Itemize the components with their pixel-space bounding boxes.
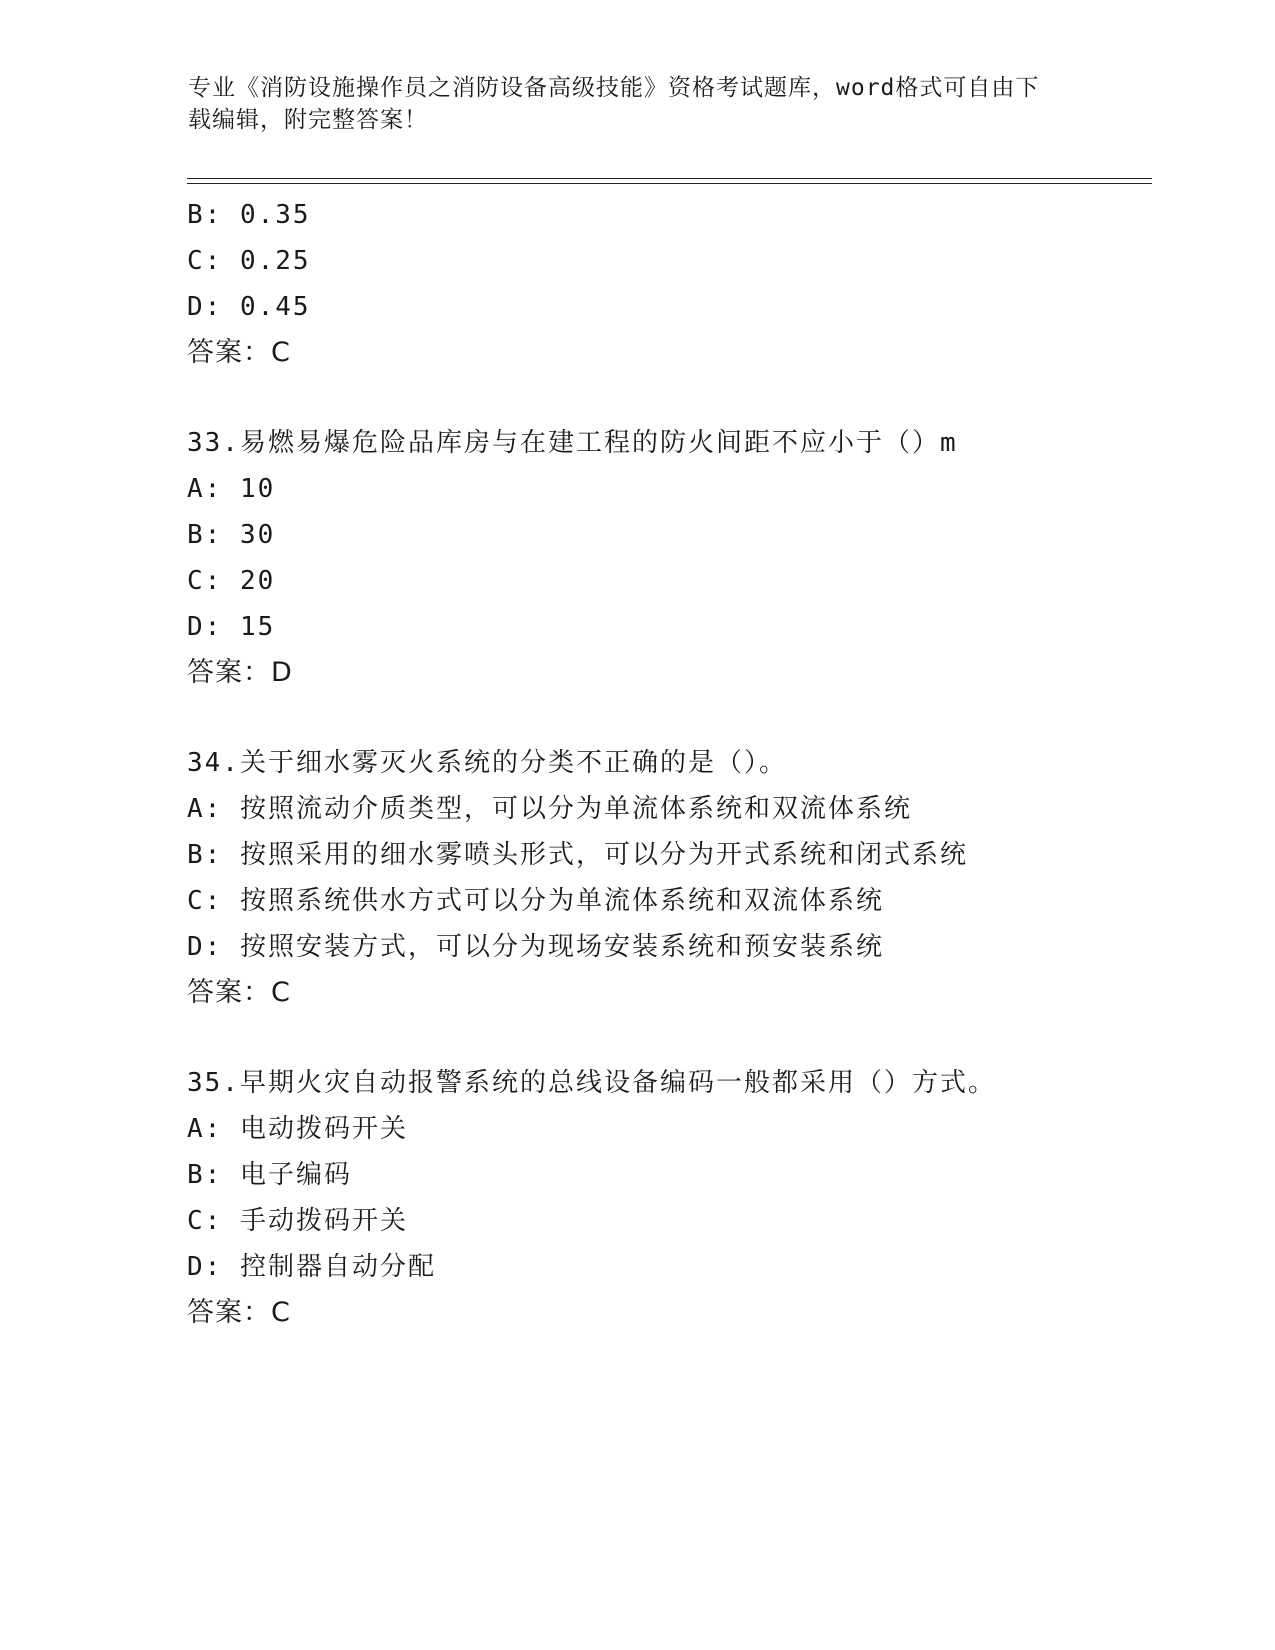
option-c: C: 手动拨码开关	[187, 1206, 408, 1236]
option-b: B: 按照采用的细水雾喷头形式，可以分为开式系统和闭式系统	[187, 840, 968, 870]
question-stem: 35.早期火灾自动报警系统的总线设备编码一般都采用（）方式。	[187, 1068, 996, 1098]
answer-label: 答案：C	[187, 977, 291, 1008]
header-line-2: 载编辑，附完整答案！	[188, 107, 428, 133]
option-a: A: 按照流动介质类型，可以分为单流体系统和双流体系统	[187, 794, 912, 824]
question-34	[187, 740, 1147, 1016]
option-b: B: 电子编码	[187, 1160, 352, 1190]
answer-label: 答案：C	[187, 337, 291, 368]
option-d: D: 按照安装方式，可以分为现场安装系统和预安装系统	[187, 932, 884, 962]
question-32-continued	[187, 192, 1147, 376]
option-a: A: 电动拨码开关	[187, 1114, 408, 1144]
question-stem: 33.易燃易爆危险品库房与在建工程的防火间距不应小于（）m	[187, 428, 958, 458]
header-divider-bottom	[187, 183, 1152, 184]
answer-label: 答案：D	[187, 657, 293, 688]
option-a: A: 10	[187, 474, 276, 504]
question-35	[187, 1060, 1147, 1336]
header-line-1: 专业《消防设施操作员之消防设备高级技能》资格考试题库，word格式可自由下	[188, 75, 1040, 101]
option-b: B: 30	[187, 520, 276, 550]
header-divider-top	[187, 178, 1152, 179]
document-header	[188, 72, 1088, 136]
option-c: C: 20	[187, 566, 276, 596]
option-d: D: 控制器自动分配	[187, 1252, 436, 1282]
question-33	[187, 420, 1147, 696]
question-stem: 34.关于细水雾灭火系统的分类不正确的是（）。	[187, 748, 787, 778]
question-list	[187, 192, 1147, 1336]
option-d: D: 15	[187, 612, 276, 642]
option-b: B: 0.35	[187, 200, 311, 230]
option-c: C: 0.25	[187, 246, 311, 276]
option-c: C: 按照系统供水方式可以分为单流体系统和双流体系统	[187, 886, 884, 916]
option-d: D: 0.45	[187, 292, 311, 322]
answer-label: 答案：C	[187, 1297, 291, 1328]
